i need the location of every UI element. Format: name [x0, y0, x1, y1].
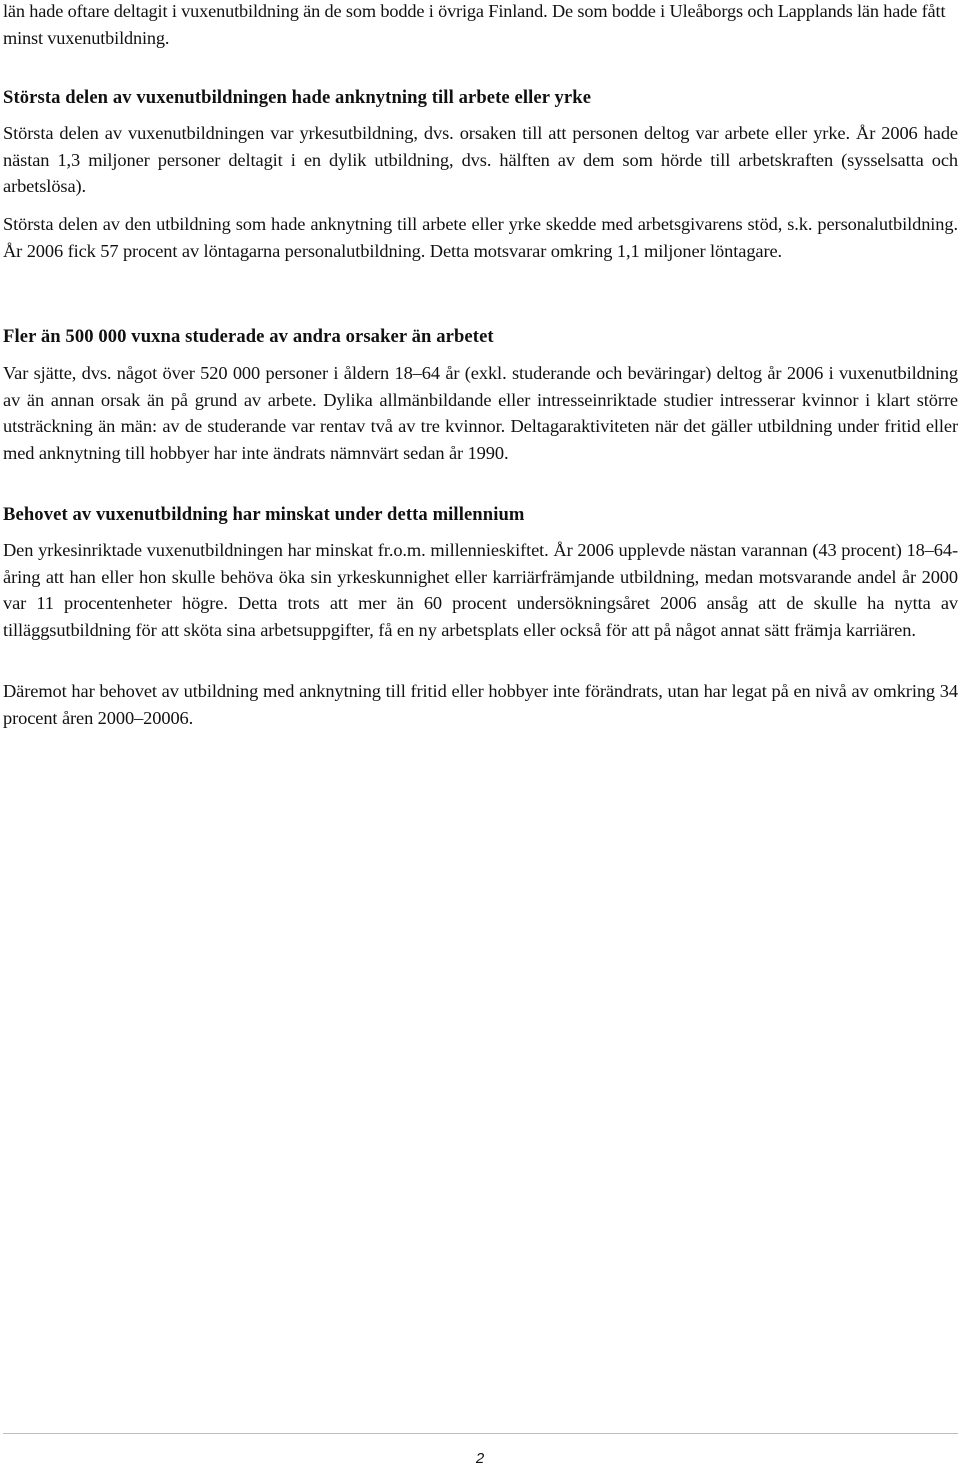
section-paragraph: Största delen av den utbildning som hade anknytning till arbete eller yrke skedde med arbetsgivarens stöd, s.k. personalutbildning. År 2006 fick 57 procent av löntagarna personalutbildning. Detta motsvarar omkring 1,1 miljoner löntagare. — [3, 214, 958, 261]
section-paragraph: Var sjätte, dvs. något över 520 000 personer i åldern 18–64 år (exkl. studerande och beväringar) deltog år 2006 i vuxenutbildning av än annan orsak än på grund av arbete. Dylika allmänbildande eller intresseinriktade studier intresserar kvinnor i klart större utsträckning än män: av de studerande var rentav två av tre kvinnor. Deltagaraktiviteten när det gäller utbildning under fritid eller med anknytning till hobbyer har inte ändrats nämnvärt sedan år 1990. — [3, 363, 958, 463]
page-number: 2 — [475, 1450, 485, 1467]
section-heading-work-related: Största delen av vuxenutbildningen hade anknytning till arbete eller yrke — [3, 87, 592, 108]
section-heading-need-decreased: Behovet av vuxenutbildning har minskat under detta millennium — [3, 504, 525, 525]
section-paragraph: Däremot har behovet av utbildning med anknytning till fritid eller hobbyer inte förändrats, utan har legat på en nivå av omkring 34 procent åren 2000–20006. — [3, 681, 958, 728]
section-heading-other-reasons: Fler än 500 000 vuxna studerade av andra orsaker än arbetet — [3, 326, 494, 347]
intro-paragraph: län hade oftare deltagit i vuxenutbildning än de som bodde i övriga Finland. De som bodde i Uleåborgs och Lapplands län hade fått minst vuxenutbildning. — [3, 1, 946, 48]
section-paragraph: Den yrkesinriktade vuxenutbildningen har minskat fr.o.m. millennieskiftet. År 2006 upplevde nästan varannan (43 procent) 18–64-åring att han eller hon skulle behöva öka sin yrkeskunnighet eller karriärfrämjande utbildning, medan motsvarande andel år 2000 var 11 procentenheter högre. Detta trots att mer än 60 procent undersökningsåret 2006 ansåg att de skulle ha nytta av tilläggsutbildning för att sköta sina arbetsuppgifter, få en ny arbetsplats eller också för att på något annat sätt främja karriären. — [3, 540, 958, 640]
footer-divider — [3, 1433, 958, 1434]
document-page — [3, 0, 958, 728]
section-paragraph: Största delen av vuxenutbildningen var yrkesutbildning, dvs. orsaken till att personen deltog var arbete eller yrke. År 2006 hade nästan 1,3 miljoner personer deltagit i en dylik utbildning, dvs. hälften av dem som hörde till arbetskraften (sysselsatta och arbetslösa). — [3, 123, 958, 197]
